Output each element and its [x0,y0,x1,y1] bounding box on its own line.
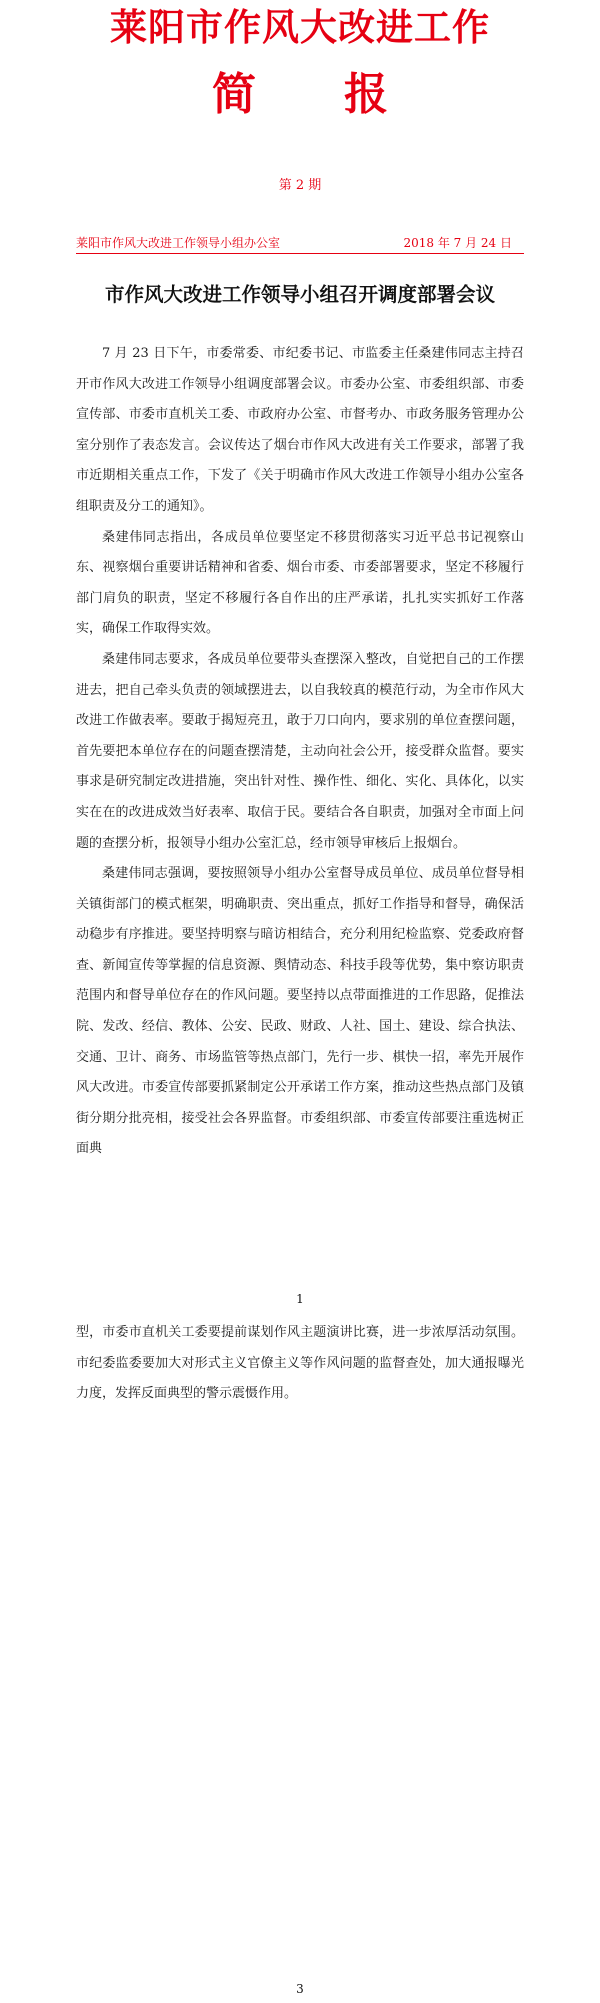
issuer-row [76,234,524,252]
masthead-title: 莱阳市作风大改进工作 [110,6,490,49]
masthead-subtitle: 简 报 [212,69,388,120]
article-body [76,339,524,1165]
article-body-continued [76,1318,524,1410]
paragraph-continuation: 型，市委市直机关工委要提前谋划作风主题演讲比赛，进一步浓厚活动氛围。市纪委监委要加大对形式主义官僚主义等作风问题的监督查处，加大通报曝光力度，发挥反面典型的警示震慑作用。 [76,1325,524,1402]
issuing-organization: 莱阳市作风大改进工作领导小组办公室 [76,236,281,250]
issue-date: 2018 年 7 月 24 日 [403,236,512,250]
issue-number: 第 2 期 [278,178,322,193]
paragraph: 7 月 23 日下午，市委常委、市纪委书记、市监委主任桑建伟同志主持召开市作风大改进工作领导小组调度部署会议。市委办公室、市委组织部、市委宣传部、市委市直机关工委、市政府办公室、市督考办、市政务服务管理办公室分别作了表态发言。会议传达了烟台市作风大改进有关工作要求，部署了我市近期相关重点工作，下发了《关于明确市作风大改进工作领导小组办公室各组职责及分工的通知》。 [76,346,524,514]
article-headline: 市作风大改进工作领导小组召开调度部署会议 [104,283,495,306]
page-number: 1 [296,1292,304,1306]
page-number: 3 [296,1982,304,1996]
red-divider-line [76,253,524,254]
paragraph: 桑建伟同志指出，各成员单位要坚定不移贯彻落实习近平总书记视察山东、视察烟台重要讲话精神和省委、烟台市委、市委部署要求，坚定不移履行部门肩负的职责，坚定不移履行各自作出的庄严承诺，扎扎实实抓好工作落实，确保工作取得实效。 [76,529,524,637]
paragraph: 桑建伟同志要求，各成员单位要带头查摆深入整改，自觉把自己的工作摆进去，把自己牵头负责的领域摆进去，以自我较真的模范行动，为全市作风大改进工作做表率。要敢于揭短亮丑，敢于刀口向内，要求别的单位查摆问题，首先要把本单位存在的问题查摆清楚，主动向社会公开，接受群众监督。要实事求是研究制定改进措施，突出针对性、操作性、细化、实化、具体化，以实实在在的改进成效当好表率、取信于民。要结合各自职责，加强对全市面上问题的查摆分析，报领导小组办公室汇总，经市领导审核后上报烟台。 [76,651,524,851]
paragraph: 桑建伟同志强调，要按照领导小组办公室督导成员单位、成员单位督导相关镇街部门的模式框架，明确职责、突出重点，抓好工作指导和督导，确保活动稳步有序推进。要坚持明察与暗访相结合，充分利用纪检监察、党委政府督查、新闻宣传等掌握的信息资源、舆情动态、科技手段等优势，集中察访职责范围内和督导单位存在的作风问题。要坚持以点带面推进的工作思路，促推法院、发改、经信、教体、公安、民政、财政、人社、国土、建设、综合执法、交通、卫计、商务、市场监管等热点部门，先行一步、棋快一招，率先开展作风大改进。市委宣传部要抓紧制定公开承诺工作方案，推动这些热点部门及镇街分期分批亮相，接受社会各界监督。市委组织部、市委宣传部要注重选树正面典 [76,866,524,1157]
